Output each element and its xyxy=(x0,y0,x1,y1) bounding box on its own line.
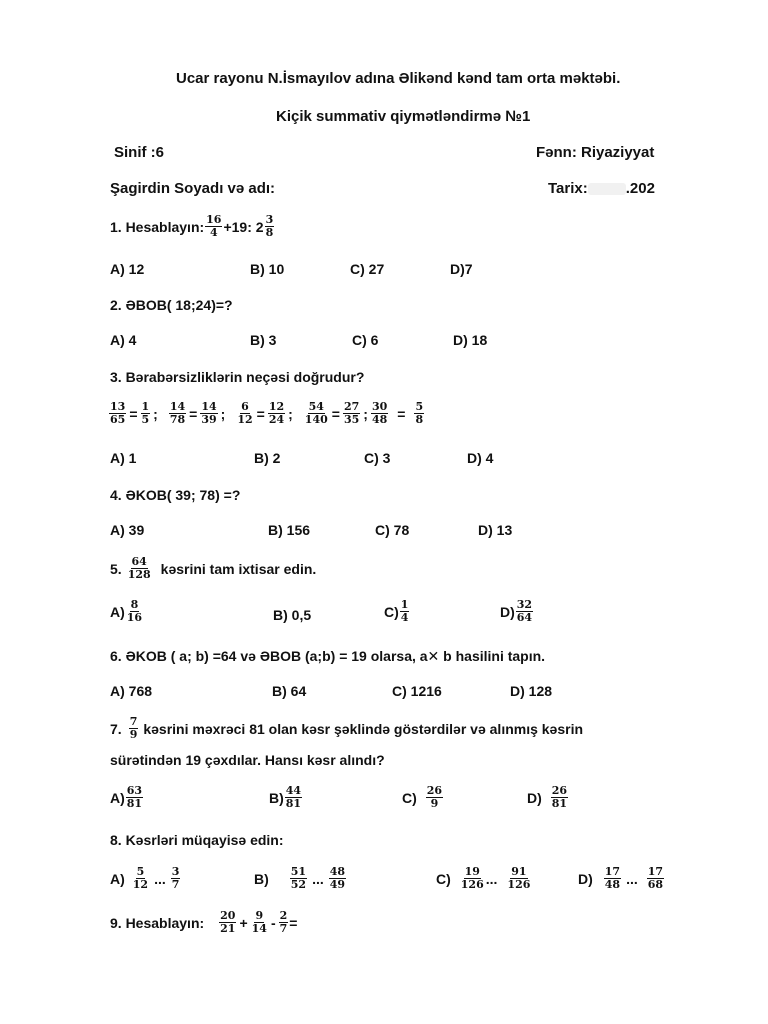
numerator: 16 xyxy=(206,213,222,226)
numerator: 20 xyxy=(220,909,236,922)
question-3-text: 3. Bərabərsizliklərin neçəsi doğrudur? xyxy=(110,369,365,385)
option-label: C) xyxy=(402,789,417,806)
option-d[interactable]: D) 128 xyxy=(510,683,553,699)
denominator: 21 xyxy=(220,922,236,935)
denominator: 126 xyxy=(460,878,484,891)
denominator: 8 xyxy=(265,226,274,239)
denominator: 68 xyxy=(647,878,664,891)
denominator: 64 xyxy=(516,611,533,624)
numerator: 1 xyxy=(141,400,150,413)
denominator: 9 xyxy=(129,728,138,741)
fraction xyxy=(109,401,126,426)
denominator: 126 xyxy=(507,878,531,891)
numerator: 12 xyxy=(268,400,285,413)
date-label xyxy=(548,180,655,197)
fraction xyxy=(171,866,181,891)
equals-sign: = xyxy=(397,405,406,422)
option-a[interactable] xyxy=(110,599,144,624)
numerator: 30 xyxy=(371,400,388,413)
equals-sign: = xyxy=(289,914,298,931)
denominator: 7 xyxy=(279,922,288,935)
minus-sign: - xyxy=(270,914,276,931)
option-a[interactable] xyxy=(110,866,181,891)
compare-dots: ... xyxy=(154,870,166,887)
numerator: 63 xyxy=(126,784,143,797)
page-title: Kiçik summativ qiymətləndirmə №1 xyxy=(276,108,531,125)
fraction xyxy=(279,910,289,935)
fraction xyxy=(329,866,346,891)
fraction xyxy=(141,401,151,426)
question-5-text: kəsrini tam ixtisar edin. xyxy=(160,560,317,577)
denominator: 5 xyxy=(141,413,150,426)
denominator: 81 xyxy=(285,797,302,810)
fraction xyxy=(251,910,268,935)
redacted-date xyxy=(588,183,626,195)
compare-dots: ... xyxy=(485,870,498,887)
option-a[interactable]: A) 1 xyxy=(110,450,137,466)
question-8-text: 8. Kəsrləri müqayisə edin: xyxy=(110,832,284,848)
compare-dots: ... xyxy=(312,870,324,887)
numerator: 48 xyxy=(329,865,346,878)
question-1 xyxy=(110,214,275,239)
fraction xyxy=(169,401,186,426)
option-label: A) xyxy=(110,870,125,887)
numerator: 8 xyxy=(130,598,139,611)
numerator: 5 xyxy=(136,865,145,878)
denominator: 7 xyxy=(171,878,180,891)
fraction xyxy=(604,866,621,891)
denominator: 16 xyxy=(126,611,143,624)
option-label: B) xyxy=(254,870,269,887)
denominator: 14 xyxy=(251,922,267,935)
option-b[interactable]: B) 156 xyxy=(268,522,311,538)
fraction xyxy=(551,785,568,810)
fraction xyxy=(460,866,485,891)
question-2-text: 2. ƏBOB( 18;24)=? xyxy=(110,297,233,313)
numerator: 6 xyxy=(241,400,249,413)
option-label: D) xyxy=(527,789,542,806)
separator: ; xyxy=(288,405,293,422)
separator: ; xyxy=(153,405,158,422)
option-label: D) xyxy=(578,870,593,887)
numerator: 13 xyxy=(110,400,126,413)
option-c[interactable]: C) 78 xyxy=(375,522,410,538)
option-c[interactable]: C) 6 xyxy=(352,332,379,348)
fraction xyxy=(371,401,388,426)
numerator: 7 xyxy=(129,715,138,728)
numerator: 17 xyxy=(647,865,664,878)
question-5 xyxy=(110,556,316,581)
fraction xyxy=(516,599,533,624)
numerator: 5 xyxy=(415,400,424,413)
separator: ; xyxy=(363,405,368,422)
school-name: Ucar rayonu N.İsmayılov adına Əlikənd kənd tam orta məktəbi. xyxy=(176,70,621,87)
numerator: 26 xyxy=(426,784,443,797)
option-d[interactable]: D) 4 xyxy=(467,450,494,466)
equals-sign: = xyxy=(331,405,340,422)
denominator: 65 xyxy=(110,413,126,426)
question-7 xyxy=(110,716,583,741)
option-c[interactable]: C) 3 xyxy=(364,450,391,466)
denominator: 48 xyxy=(371,413,388,426)
option-a[interactable] xyxy=(110,785,144,810)
option-b[interactable]: B) 3 xyxy=(250,332,277,348)
numerator: 54 xyxy=(308,400,324,413)
denominator: 81 xyxy=(126,797,143,810)
denominator: 52 xyxy=(290,878,307,891)
denominator: 8 xyxy=(415,413,424,426)
fraction xyxy=(400,599,410,624)
option-b[interactable]: B) 0,5 xyxy=(273,607,312,623)
class-label: Sinif :6 xyxy=(114,144,165,161)
date-label-text: Tarix: xyxy=(548,180,588,197)
option-a[interactable]: A) 4 xyxy=(110,332,137,348)
numerator: 19 xyxy=(464,865,480,878)
denominator: 9 xyxy=(430,797,439,810)
numerator: 2 xyxy=(279,909,288,922)
denominator: 39 xyxy=(201,413,217,426)
question-4-text: 4. ƏKOB( 39; 78) =? xyxy=(110,487,241,503)
numerator: 3 xyxy=(171,865,180,878)
fraction xyxy=(506,866,531,891)
fraction xyxy=(205,214,222,239)
question-7-text-line-1: kəsrini məxrəci 81 olan kəsr şəklində göstərdilər və alınmış kəsrin xyxy=(143,720,584,737)
numerator: 44 xyxy=(285,784,302,797)
fraction xyxy=(219,910,236,935)
fraction xyxy=(265,214,275,239)
denominator: 128 xyxy=(127,568,151,581)
option-b[interactable] xyxy=(254,866,347,891)
fraction xyxy=(127,556,152,581)
numerator: 9 xyxy=(255,909,264,922)
option-d[interactable]: D) 18 xyxy=(453,332,488,348)
numerator: 26 xyxy=(551,784,568,797)
fraction xyxy=(132,866,149,891)
option-c[interactable] xyxy=(384,599,410,624)
equals-sign: = xyxy=(256,405,265,422)
fraction xyxy=(129,716,139,741)
numerator: 1 xyxy=(400,598,409,611)
question-6-text: 6. ƏKOB ( a; b) =64 və ƏBOB (a;b) = 19 olarsa, a✕ b hasilini tapın. xyxy=(110,648,546,664)
option-b[interactable] xyxy=(269,785,303,810)
denominator: 12 xyxy=(237,413,253,426)
date-year: .202 xyxy=(625,180,655,197)
student-name-label: Şagirdin Soyadı və adı: xyxy=(110,180,276,197)
question-1-mid: +19: 2 xyxy=(223,218,264,235)
fraction xyxy=(647,866,664,891)
option-label: C) xyxy=(436,870,451,887)
fraction xyxy=(290,866,307,891)
subject-label: Fənn: Riyaziyyat xyxy=(536,144,655,161)
option-d[interactable]: D) 13 xyxy=(478,522,513,538)
separator: ; xyxy=(220,405,226,422)
option-c[interactable] xyxy=(436,866,532,891)
fraction xyxy=(126,599,143,624)
denominator: 49 xyxy=(329,878,346,891)
equals-sign: = xyxy=(129,405,138,422)
denominator: 78 xyxy=(169,413,186,426)
option-a[interactable]: A) 12 xyxy=(110,261,145,277)
question-9 xyxy=(110,910,297,935)
fraction xyxy=(126,785,143,810)
fraction xyxy=(304,401,329,426)
numerator: 64 xyxy=(131,555,147,568)
option-d[interactable]: D)7 xyxy=(450,261,473,277)
denominator: 48 xyxy=(604,878,621,891)
numerator: 91 xyxy=(511,865,527,878)
option-c[interactable]: C) 27 xyxy=(350,261,385,277)
numerator: 14 xyxy=(201,400,217,413)
fraction xyxy=(426,785,443,810)
option-label: B) xyxy=(269,789,284,806)
numerator: 14 xyxy=(169,400,186,413)
numerator: 51 xyxy=(290,865,307,878)
question-3-expressions xyxy=(108,401,425,426)
option-d[interactable] xyxy=(527,785,569,810)
fraction xyxy=(268,401,285,426)
denominator: 4 xyxy=(209,226,218,239)
question-7-number: 7. xyxy=(110,720,122,737)
denominator: 4 xyxy=(400,611,409,624)
question-1-text: 1. Hesablayın: xyxy=(110,218,205,235)
option-label: C) xyxy=(384,603,399,620)
option-c[interactable]: C) 1216 xyxy=(392,683,442,699)
option-label: A) xyxy=(110,789,125,806)
fraction xyxy=(285,785,302,810)
option-label: D) xyxy=(500,603,515,620)
option-a[interactable]: A) 768 xyxy=(110,683,153,699)
option-label: A) xyxy=(110,603,125,620)
question-9-text: 9. Hesablayın: xyxy=(110,914,205,931)
fraction xyxy=(343,401,360,426)
numerator: 32 xyxy=(516,598,533,611)
numerator: 17 xyxy=(604,865,621,878)
numerator: 3 xyxy=(265,213,274,226)
denominator: 35 xyxy=(343,413,360,426)
fraction xyxy=(236,401,253,426)
fraction xyxy=(200,401,217,426)
option-d[interactable] xyxy=(500,599,534,624)
equals-sign: = xyxy=(189,405,198,422)
numerator: 27 xyxy=(343,400,360,413)
fraction xyxy=(414,401,424,426)
plus-sign: + xyxy=(239,914,248,931)
question-7-text-line-2: sürətindən 19 çəxdılar. Hansı kəsr alındı? xyxy=(110,752,385,768)
option-a[interactable]: A) 39 xyxy=(110,522,145,538)
denominator: 12 xyxy=(132,878,149,891)
question-5-number: 5. xyxy=(110,560,122,577)
option-d[interactable] xyxy=(578,866,665,891)
option-b[interactable]: B) 10 xyxy=(250,261,285,277)
option-c[interactable] xyxy=(402,785,444,810)
compare-dots: ... xyxy=(626,870,638,887)
option-b[interactable]: B) 2 xyxy=(254,450,281,466)
denominator: 81 xyxy=(551,797,568,810)
denominator: 140 xyxy=(304,413,328,426)
denominator: 24 xyxy=(268,413,285,426)
option-b[interactable]: B) 64 xyxy=(272,683,307,699)
